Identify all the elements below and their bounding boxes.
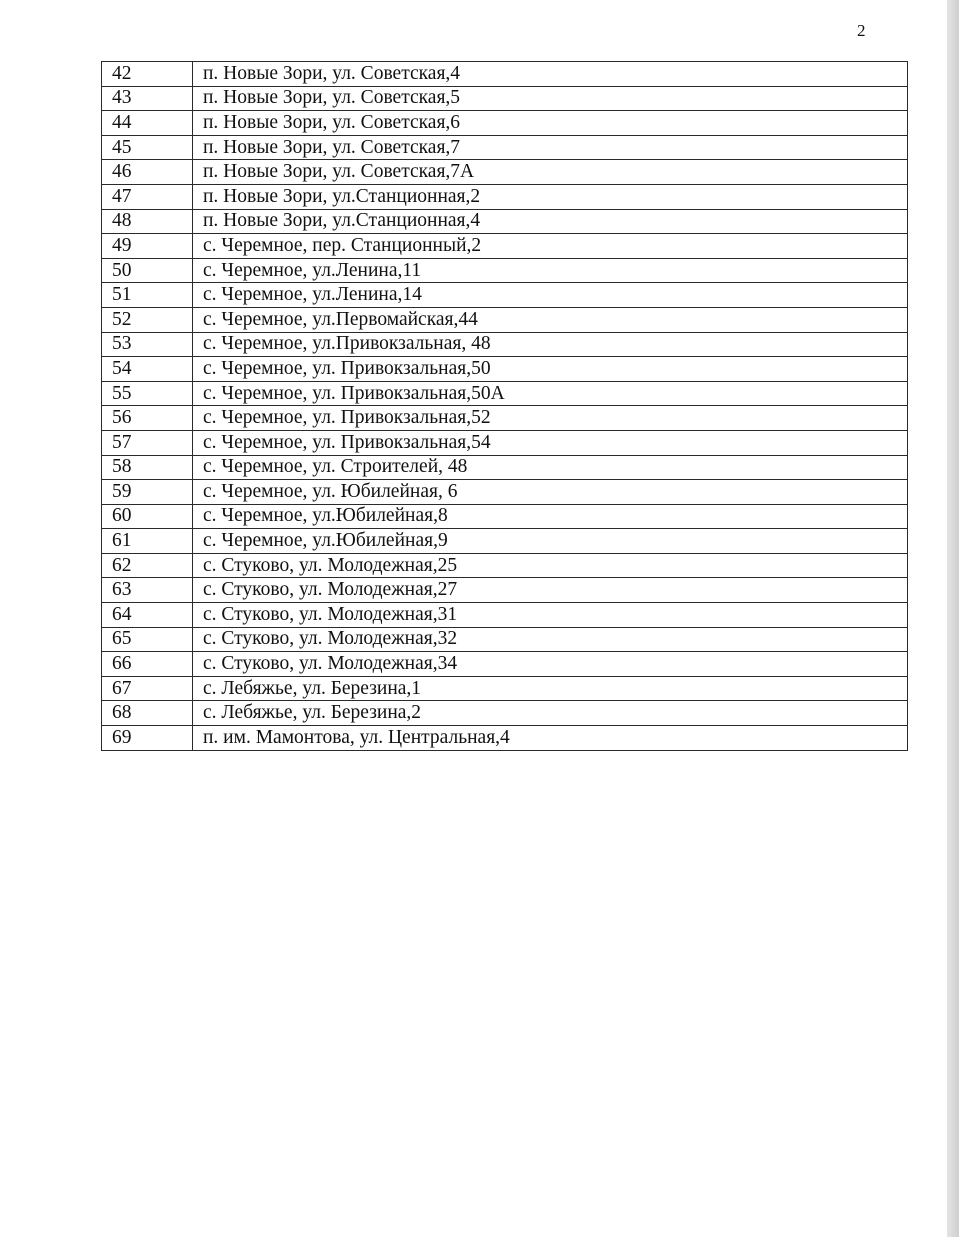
row-number-cell: 63	[102, 578, 193, 603]
address-cell: п. Новые Зори, ул. Советская,4	[193, 62, 908, 87]
table-row	[102, 504, 908, 529]
address-cell: с. Лебяжье, ул. Березина,2	[193, 701, 908, 726]
table-row	[102, 234, 908, 259]
address-cell: с. Черемное, ул. Строителей, 48	[193, 455, 908, 480]
row-number-cell: 54	[102, 357, 193, 382]
address-cell: с. Стуково, ул. Молодежная,31	[193, 603, 908, 628]
row-number-cell: 61	[102, 529, 193, 554]
address-cell: с. Черемное, ул.Юбилейная,9	[193, 529, 908, 554]
address-cell: п. Новые Зори, ул. Советская,6	[193, 111, 908, 136]
row-number-cell: 43	[102, 86, 193, 111]
row-number-cell: 65	[102, 627, 193, 652]
row-number-cell: 68	[102, 701, 193, 726]
address-cell: с. Стуково, ул. Молодежная,27	[193, 578, 908, 603]
table-row	[102, 676, 908, 701]
address-cell: с. Черемное, ул.Ленина,14	[193, 283, 908, 308]
row-number-cell: 69	[102, 726, 193, 751]
table-row	[102, 62, 908, 87]
address-table-body	[102, 62, 908, 751]
table-row	[102, 726, 908, 751]
table-row	[102, 258, 908, 283]
row-number-cell: 48	[102, 209, 193, 234]
row-number-cell: 50	[102, 258, 193, 283]
address-cell: с. Черемное, ул. Привокзальная,50	[193, 357, 908, 382]
row-number-cell: 45	[102, 135, 193, 160]
address-cell: с. Стуково, ул. Молодежная,25	[193, 553, 908, 578]
table-row	[102, 529, 908, 554]
table-row	[102, 455, 908, 480]
row-number-cell: 53	[102, 332, 193, 357]
table-row	[102, 111, 908, 136]
row-number-cell: 66	[102, 652, 193, 677]
address-cell: с. Стуково, ул. Молодежная,34	[193, 652, 908, 677]
row-number-cell: 56	[102, 406, 193, 431]
row-number-cell: 49	[102, 234, 193, 259]
table-row	[102, 553, 908, 578]
table-row	[102, 381, 908, 406]
table-row	[102, 184, 908, 209]
address-cell: с. Черемное, ул. Привокзальная,50А	[193, 381, 908, 406]
table-row	[102, 603, 908, 628]
row-number-cell: 58	[102, 455, 193, 480]
row-number-cell: 52	[102, 307, 193, 332]
row-number-cell: 59	[102, 480, 193, 505]
table-row	[102, 307, 908, 332]
address-cell: с. Черемное, ул. Привокзальная,52	[193, 406, 908, 431]
table-row	[102, 209, 908, 234]
row-number-cell: 67	[102, 676, 193, 701]
table-row	[102, 627, 908, 652]
address-cell: с. Черемное, ул.Первомайская,44	[193, 307, 908, 332]
address-cell: с. Черемное, пер. Станционный,2	[193, 234, 908, 259]
row-number-cell: 57	[102, 430, 193, 455]
address-cell: с. Черемное, ул.Ленина,11	[193, 258, 908, 283]
table-row	[102, 701, 908, 726]
table-row	[102, 652, 908, 677]
row-number-cell: 60	[102, 504, 193, 529]
row-number-cell: 42	[102, 62, 193, 87]
table-row	[102, 578, 908, 603]
address-cell: с. Черемное, ул.Привокзальная, 48	[193, 332, 908, 357]
row-number-cell: 47	[102, 184, 193, 209]
row-number-cell: 62	[102, 553, 193, 578]
address-cell: п. Новые Зори, ул. Советская,5	[193, 86, 908, 111]
page-edge-shadow	[947, 0, 959, 1237]
row-number-cell: 44	[102, 111, 193, 136]
table-row	[102, 357, 908, 382]
table-row	[102, 332, 908, 357]
address-cell: п. Новые Зори, ул. Советская,7А	[193, 160, 908, 185]
row-number-cell: 55	[102, 381, 193, 406]
address-cell: п. Новые Зори, ул.Станционная,4	[193, 209, 908, 234]
address-cell: с. Черемное, ул. Привокзальная,54	[193, 430, 908, 455]
table-row	[102, 160, 908, 185]
address-table	[101, 61, 908, 751]
address-cell: п. им. Мамонтова, ул. Центральная,4	[193, 726, 908, 751]
table-row	[102, 430, 908, 455]
row-number-cell: 51	[102, 283, 193, 308]
address-cell: с. Лебяжье, ул. Березина,1	[193, 676, 908, 701]
table-row	[102, 135, 908, 160]
table-row	[102, 480, 908, 505]
table-row	[102, 406, 908, 431]
table-row	[102, 283, 908, 308]
address-cell: п. Новые Зори, ул. Советская,7	[193, 135, 908, 160]
address-cell: с. Стуково, ул. Молодежная,32	[193, 627, 908, 652]
table-row	[102, 86, 908, 111]
row-number-cell: 46	[102, 160, 193, 185]
address-cell: с. Черемное, ул. Юбилейная, 6	[193, 480, 908, 505]
address-cell: п. Новые Зори, ул.Станционная,2	[193, 184, 908, 209]
page-number: 2	[857, 21, 866, 40]
row-number-cell: 64	[102, 603, 193, 628]
address-cell: с. Черемное, ул.Юбилейная,8	[193, 504, 908, 529]
